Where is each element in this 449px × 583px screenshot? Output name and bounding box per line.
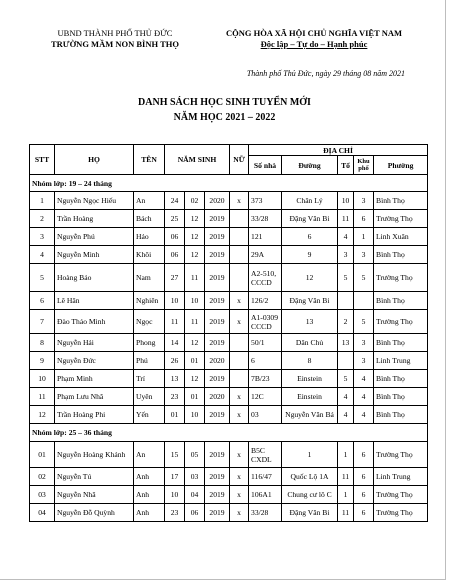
row-ten: Hảo <box>134 228 165 246</box>
country-name: CỘNG HÒA XÃ HỘI CHỦ NGHĨA VIỆT NAM <box>225 28 403 38</box>
row-birth-day: 26 <box>165 352 185 370</box>
row-birth-month: 01 <box>185 388 205 406</box>
row-birth-day: 10 <box>165 486 185 504</box>
row-birth-day: 25 <box>165 210 185 228</box>
table-row <box>30 468 428 486</box>
row-birth-day: 23 <box>165 504 185 522</box>
table-row <box>30 352 428 370</box>
row-duong: Quốc Lộ 1A <box>282 468 338 486</box>
row-stt: 5 <box>30 264 55 292</box>
row-birth-year: 2019 <box>205 246 230 264</box>
header-left <box>40 28 190 50</box>
row-birth-month: 12 <box>185 210 205 228</box>
row-phuong: Bình Thọ <box>374 192 428 210</box>
row-nu: x <box>230 292 249 310</box>
row-stt: 8 <box>30 334 55 352</box>
row-phuong: Trường Thọ <box>374 310 428 334</box>
group-header-row <box>30 424 428 442</box>
table-row <box>30 246 428 264</box>
row-stt: 01 <box>30 442 55 468</box>
row-duong: 9 <box>282 246 338 264</box>
row-phuong: Trường Thọ <box>374 264 428 292</box>
header-stt: STT <box>30 145 55 175</box>
row-duong: 6 <box>282 228 338 246</box>
row-nu: x <box>230 468 249 486</box>
row-ho: Nguyễn Minh <box>55 246 134 264</box>
row-ten: Nghiên <box>134 292 165 310</box>
row-birth-month: 12 <box>185 334 205 352</box>
header-nu: NỮ <box>230 145 249 175</box>
row-stt: 4 <box>30 246 55 264</box>
table-row <box>30 192 428 210</box>
table-row <box>30 334 428 352</box>
row-duong: Chân Lý <box>282 192 338 210</box>
table-row <box>30 388 428 406</box>
row-ho: Lê Hân <box>55 292 134 310</box>
row-to: 5 <box>338 370 354 388</box>
row-birth-day: 24 <box>165 192 185 210</box>
row-birth-month: 12 <box>185 228 205 246</box>
row-to: 10 <box>338 192 354 210</box>
row-birth-day: 10 <box>165 292 185 310</box>
row-to: 5 <box>338 264 354 292</box>
row-ten: An <box>134 192 165 210</box>
row-birth-year: 2020 <box>205 192 230 210</box>
row-sonha: A2-510, CCCD <box>249 264 282 292</box>
document-subtitle: NĂM HỌC 2021 – 2022 <box>173 112 276 123</box>
row-phuong: Bình Thọ <box>374 370 428 388</box>
row-khupho: 4 <box>354 388 374 406</box>
row-nu: x <box>230 192 249 210</box>
school-name: TRƯỜNG MẦM NON BÌNH THỌ <box>51 39 179 49</box>
row-sonha: 373 <box>249 192 282 210</box>
row-birth-month: 01 <box>185 352 205 370</box>
row-ho: Nguyễn Nhã <box>55 486 134 504</box>
row-ho: Đào Thảo Minh <box>55 310 134 334</box>
row-duong: Đặng Văn Bi <box>282 504 338 522</box>
row-phuong: Trường Thọ <box>374 504 428 522</box>
row-sonha: A1-0309 CCCD <box>249 310 282 334</box>
row-ten: Anh <box>134 486 165 504</box>
row-stt: 2 <box>30 210 55 228</box>
table-row <box>30 406 428 424</box>
group-header-row <box>30 175 428 192</box>
row-nu: x <box>230 486 249 504</box>
table-row <box>30 210 428 228</box>
row-stt: 12 <box>30 406 55 424</box>
row-sonha: 12C <box>249 388 282 406</box>
row-khupho: 3 <box>354 334 374 352</box>
row-khupho: 4 <box>354 406 374 424</box>
header-sonha: Số nhà <box>249 156 282 175</box>
row-birth-year: 2019 <box>205 210 230 228</box>
row-ho: Phạm Lưu Nhã <box>55 388 134 406</box>
row-sonha: 7B/23 <box>249 370 282 388</box>
row-khupho: 3 <box>354 352 374 370</box>
group-label: Nhóm lớp: 25 – 36 tháng <box>30 424 428 442</box>
row-stt: 04 <box>30 504 55 522</box>
row-ten: Trí <box>134 370 165 388</box>
row-duong: Đặng Văn Bi <box>282 292 338 310</box>
row-khupho <box>354 292 374 310</box>
table-row <box>30 370 428 388</box>
row-nu: x <box>230 310 249 334</box>
district-name: UBND THÀNH PHỐ THỦ ĐỨC <box>57 28 173 38</box>
row-sonha: 50/1 <box>249 334 282 352</box>
row-ten: Ngọc <box>134 310 165 334</box>
row-khupho: 6 <box>354 210 374 228</box>
row-to: 11 <box>338 468 354 486</box>
table-row <box>30 292 428 310</box>
row-to: 4 <box>338 388 354 406</box>
row-birth-year: 2019 <box>205 486 230 504</box>
row-duong: 1 <box>282 442 338 468</box>
row-khupho: 6 <box>354 504 374 522</box>
row-birth-day: 15 <box>165 442 185 468</box>
row-phuong: Bình Thọ <box>374 406 428 424</box>
row-ho: Hoàng Bảo <box>55 264 134 292</box>
row-birth-day: 06 <box>165 246 185 264</box>
row-to <box>338 352 354 370</box>
row-birth-month: 11 <box>185 264 205 292</box>
header-namsinh: NĂM SINH <box>165 145 230 175</box>
table-row <box>30 486 428 504</box>
row-duong: Đặng Văn Bi <box>282 210 338 228</box>
row-birth-day: 13 <box>165 370 185 388</box>
row-khupho: 5 <box>354 310 374 334</box>
row-ho: Nguyễn Hoàng Khánh <box>55 442 134 468</box>
row-duong: Dân Chủ <box>282 334 338 352</box>
row-birth-month: 02 <box>185 192 205 210</box>
row-birth-day: 23 <box>165 388 185 406</box>
row-phuong: Trường Thọ <box>374 486 428 504</box>
row-sonha: 121 <box>249 228 282 246</box>
row-birth-year: 2019 <box>205 504 230 522</box>
row-khupho: 1 <box>354 228 374 246</box>
row-nu <box>230 352 249 370</box>
row-nu: x <box>230 388 249 406</box>
row-birth-month: 12 <box>185 370 205 388</box>
row-stt: 02 <box>30 468 55 486</box>
row-khupho: 3 <box>354 246 374 264</box>
row-birth-day: 11 <box>165 310 185 334</box>
row-birth-year: 2019 <box>205 406 230 424</box>
row-to: 2 <box>338 310 354 334</box>
row-sonha: 29A <box>249 246 282 264</box>
row-ho: Nguyễn Đỗ Quỳnh <box>55 504 134 522</box>
row-stt: 7 <box>30 310 55 334</box>
row-stt: 9 <box>30 352 55 370</box>
row-birth-month: 11 <box>185 310 205 334</box>
row-nu: x <box>230 406 249 424</box>
row-sonha: 33/28 <box>249 504 282 522</box>
row-stt: 03 <box>30 486 55 504</box>
row-sonha: 33/28 <box>249 210 282 228</box>
table-row <box>30 264 428 292</box>
student-table <box>29 144 428 522</box>
row-nu <box>230 334 249 352</box>
row-birth-month: 10 <box>185 406 205 424</box>
row-phuong: Trường Thọ <box>374 210 428 228</box>
row-to: 1 <box>338 486 354 504</box>
row-to: 1 <box>338 442 354 468</box>
table-row <box>30 504 428 522</box>
header-ten: TÊN <box>134 145 165 175</box>
row-nu <box>230 370 249 388</box>
header-phuong: Phường <box>374 156 428 175</box>
row-phuong: Bình Thọ <box>374 388 428 406</box>
header-to: Tổ <box>338 156 354 175</box>
row-to: 4 <box>338 406 354 424</box>
row-phuong: Linh Trung <box>374 352 428 370</box>
row-birth-year: 2019 <box>205 334 230 352</box>
row-ten: Phong <box>134 334 165 352</box>
document-title: DANH SÁCH HỌC SINH TUYỂN MỚI <box>138 97 311 108</box>
row-ho: Trần Hoàng <box>55 210 134 228</box>
row-ten: Anh <box>134 468 165 486</box>
row-sonha: 116/47 <box>249 468 282 486</box>
row-phuong: Bình Thọ <box>374 292 428 310</box>
row-nu <box>230 264 249 292</box>
row-to: 3 <box>338 246 354 264</box>
row-birth-day: 14 <box>165 334 185 352</box>
row-duong: 12 <box>282 264 338 292</box>
row-sonha: B5C CXDL <box>249 442 282 468</box>
row-birth-month: 03 <box>185 468 205 486</box>
row-ho: Trần Hoàng Phi <box>55 406 134 424</box>
row-nu: x <box>230 442 249 468</box>
row-nu <box>230 246 249 264</box>
row-stt: 3 <box>30 228 55 246</box>
row-ho: Nguyễn Phú <box>55 228 134 246</box>
header-khupho: Khu phố <box>354 156 374 175</box>
row-duong: Einstein <box>282 388 338 406</box>
row-to: 11 <box>338 504 354 522</box>
row-ho: Nguyễn Hải <box>55 334 134 352</box>
date-line: Thành phố Thủ Đức, ngày 29 tháng 08 năm 2021 <box>246 69 405 78</box>
row-birth-month: 04 <box>185 486 205 504</box>
row-khupho: 4 <box>354 370 374 388</box>
row-birth-month: 10 <box>185 292 205 310</box>
row-stt: 6 <box>30 292 55 310</box>
row-ten: Anh <box>134 504 165 522</box>
row-khupho: 6 <box>354 486 374 504</box>
row-birth-year: 2020 <box>205 352 230 370</box>
row-birth-month: 05 <box>185 442 205 468</box>
row-ten: Khôi <box>134 246 165 264</box>
row-khupho: 3 <box>354 192 374 210</box>
row-to: 4 <box>338 228 354 246</box>
table-row <box>30 310 428 334</box>
row-duong: Nguyễn Văn Bá <box>282 406 338 424</box>
row-duong: 8 <box>282 352 338 370</box>
row-sonha: 6 <box>249 352 282 370</box>
row-ten: Nam <box>134 264 165 292</box>
row-khupho: 6 <box>354 468 374 486</box>
table-row <box>30 442 428 468</box>
row-stt: 1 <box>30 192 55 210</box>
row-birth-year: 2019 <box>205 310 230 334</box>
row-ten: Uyên <box>134 388 165 406</box>
header-right <box>200 28 428 50</box>
row-ten: Yến <box>134 406 165 424</box>
row-birth-year: 2019 <box>205 264 230 292</box>
header-diachi: ĐỊA CHỈ <box>249 145 428 156</box>
row-birth-year: 2019 <box>205 292 230 310</box>
row-birth-year: 2019 <box>205 370 230 388</box>
row-nu: x <box>230 504 249 522</box>
row-sonha: 106A1 <box>249 486 282 504</box>
row-duong: 13 <box>282 310 338 334</box>
row-duong: Chung cư lô C <box>282 486 338 504</box>
row-khupho: 5 <box>354 264 374 292</box>
row-birth-month: 12 <box>185 246 205 264</box>
row-ten: An <box>134 442 165 468</box>
row-phuong: Bình Thọ <box>374 246 428 264</box>
row-birth-year: 2019 <box>205 228 230 246</box>
row-nu <box>230 228 249 246</box>
row-duong: Einstein <box>282 370 338 388</box>
row-phuong: Linh Xuân <box>374 228 428 246</box>
row-birth-day: 01 <box>165 406 185 424</box>
row-ho: Nguyễn Tú <box>55 468 134 486</box>
row-birth-day: 17 <box>165 468 185 486</box>
row-to: 11 <box>338 210 354 228</box>
row-stt: 11 <box>30 388 55 406</box>
row-birth-year: 2020 <box>205 388 230 406</box>
row-sonha: 126/2 <box>249 292 282 310</box>
group-label: Nhóm lớp: 19 – 24 tháng <box>30 175 428 192</box>
row-birth-year: 2019 <box>205 468 230 486</box>
row-ho: Nguyễn Đức <box>55 352 134 370</box>
row-to: 13 <box>338 334 354 352</box>
header-duong: Đường <box>282 156 338 175</box>
row-ten: Phú <box>134 352 165 370</box>
row-ho: Nguyễn Ngọc Hiếu <box>55 192 134 210</box>
table-row <box>30 228 428 246</box>
header-ho: HỌ <box>55 145 134 175</box>
row-phuong: Bình Thọ <box>374 334 428 352</box>
row-phuong: Trường Thọ <box>374 442 428 468</box>
row-birth-day: 06 <box>165 228 185 246</box>
row-ho: Phạm Minh <box>55 370 134 388</box>
row-to <box>338 292 354 310</box>
row-nu <box>230 210 249 228</box>
row-sonha: 03 <box>249 406 282 424</box>
row-ten: Bách <box>134 210 165 228</box>
row-stt: 10 <box>30 370 55 388</box>
motto: Độc lập – Tự do – Hạnh phúc <box>260 39 368 49</box>
row-khupho: 6 <box>354 442 374 468</box>
row-birth-month: 06 <box>185 504 205 522</box>
row-birth-year: 2019 <box>205 442 230 468</box>
row-birth-day: 27 <box>165 264 185 292</box>
row-phuong: Linh Trung <box>374 468 428 486</box>
